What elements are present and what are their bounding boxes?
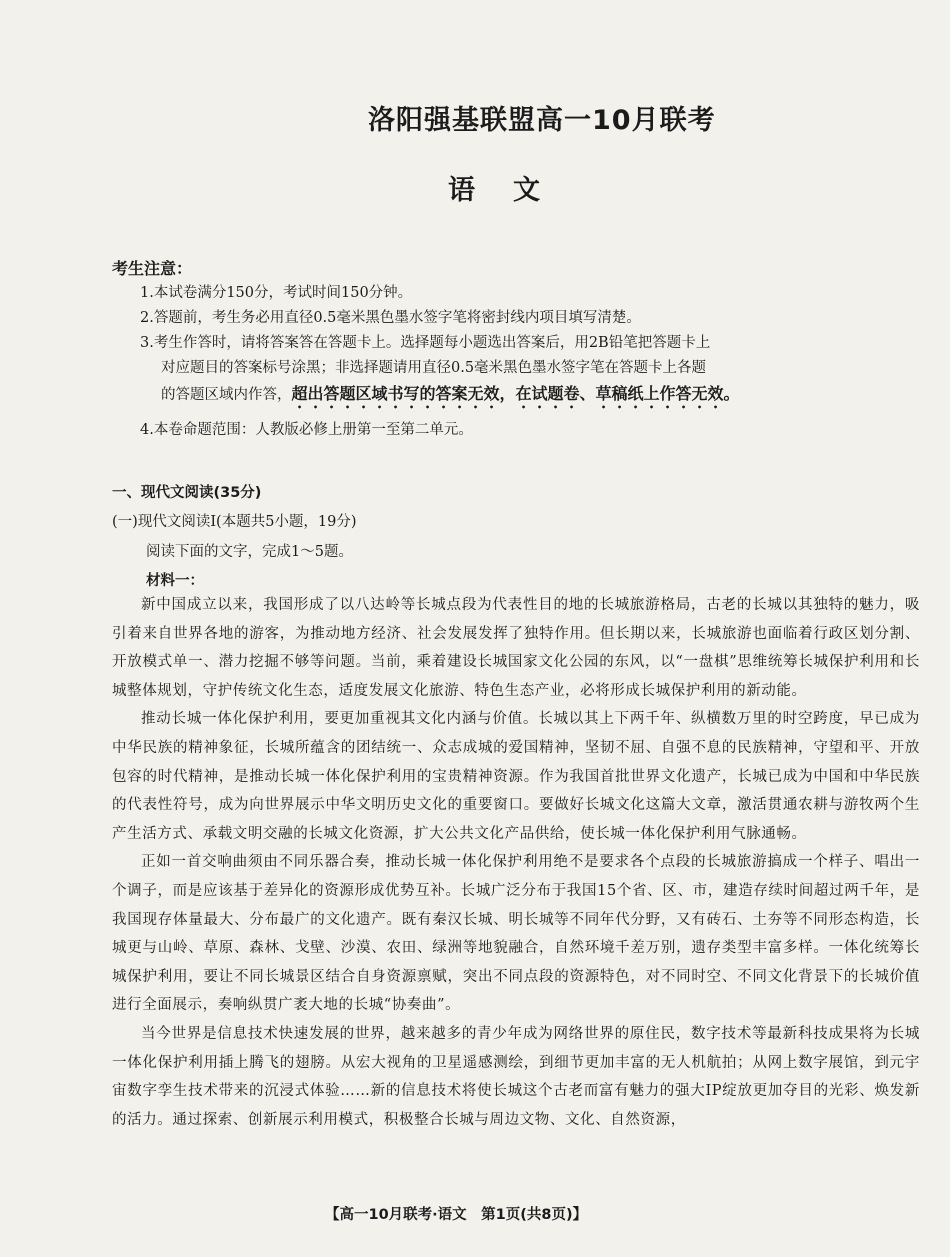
page-footer: 【高一10月联考·语文 第1页(共8页)】 [325,1207,588,1223]
passage-body [112,591,920,1134]
section-heading: 一、现代文阅读(35分) [112,485,262,501]
passage-paragraph-1: 新中国成立以来，我国形成了以八达岭等长城点段为代表性目的地的长城旅游格局，古老的长城以其独特的魅力，吸引着来自世界各地的游客，为推动地方经济、社会发展发挥了独特作用。但长期以来，长城旅游也面临着行政区划分割、开放模式单一、潜力挖掘不够等问题。当前，乘着建设长城国家文化公园的东风，以“一盘棋”思维统筹长城保护利用和长城整体规划，守护传统文化生态，适度发展文化旅游、特色生态产业，必将形成长城保护利用的新动能。 [112,597,920,699]
notice-item-3 [140,331,780,412]
notice-item-3-line1: 3.考生作答时，请将答案答在答题卡上。选择题每小题选出答案后，用2B铅笔把答题卡上 [140,335,711,351]
exam-title: 洛阳强基联盟高一10月联考 [368,105,716,136]
subject-title: 语文 [448,175,578,206]
notice-item-4: 4.本卷命题范围：人教版必修上册第一至第二单元。 [140,422,473,438]
notice-item-1: 1.本试卷满分150分，考试时间150分钟。 [140,285,413,301]
notice-item-3-plain: 的答题区域内作答， [161,387,292,403]
material-label: 材料一： [146,573,204,589]
notice-heading: 考生注意： [112,259,193,278]
passage-paragraph-4: 当今世界是信息技术快速发展的世界，越来越多的青少年成为网络世界的原住民，数字技术等最新科技成果将为长城一体化保护利用插上腾飞的翅膀。从宏大视角的卫星遥感测绘，到细节更加丰富的无人机航拍；从网上数字展馆，到元宇宙数字孪生技术带来的沉浸式体验……新的信息技术将使长城这个古老而富有魅力的强大IP绽放更加夺目的光彩、焕发新的活力。通过探索、创新展示利用模式，积极整合长城与周边文物、文化、自然资源， [112,1025,920,1128]
passage-paragraph-2: 推动长城一体化保护利用，要更加重视其文化内涵与价值。长城以其上下两千年、纵横数万里的时空跨度，早已成为中华民族的精神象征，长城所蕴含的团结统一、众志成城的爱国精神，坚韧不屈、自强不息的民族精神，守望和平、开放包容的时代精神，是推动长城一体化保护利用的宝贵精神资源。作为我国首批世界文化遗产，长城已成为中国和中华民族的代表性符号，成为向世界展示中华文明历史文化的重要窗口。要做好长城文化这篇大文章，激活贯通农耕与游牧两个生产生活方式、承载文明交融的长城文化资源，扩大公共文化产品供给，使长城一体化保护利用气脉通畅。 [112,711,920,842]
reading-instruction: 阅读下面的文字，完成1～5题。 [146,544,353,560]
notice-item-3-line2: 对应题目的答案标号涂黑；非选择题请用直径0.5毫米黑色墨水签字笔在答题卡上各题 [161,360,707,376]
notice-item-3-line3 [140,381,780,412]
notice-emphasis-text: 超出答题区域书写的答案无效，在试题卷、草稿纸上作答无效。 [291,384,740,403]
notice-item-2: 2.答题前，考生务必用直径0.5毫米黑色墨水签字笔将密封线内项目填写清楚。 [140,310,641,326]
notice-list [140,281,780,443]
passage-paragraph-3: 正如一首交响曲须由不同乐器合奏，推动长城一体化保护利用绝不是要求各个点段的长城旅游搞成一个样子、唱出一个调子，而是应该基于差异化的资源形成优势互补。长城广泛分布于我国15个省、区、市，建造存续时间超过两千年，是我国现存体量最大、分布最广的文化遗产。既有秦汉长城、明长城等不同年代分野，又有砖石、土夯等不同形态构造，长城更与山岭、草原、森林、戈壁、沙漠、农田、绿洲等地貌融合，自然环境千差万别，遗存类型丰富多样。一体化统筹长城保护利用，要让不同长城景区结合自身资源禀赋，突出不同点段的资源特色，对不同时空、不同文化背景下的长城价值进行全面展示，奏响纵贯广袤大地的长城“协奏曲”。 [112,854,920,1014]
subsection-heading: (一)现代文阅读Ⅰ(本题共5小题，19分) [112,514,357,530]
